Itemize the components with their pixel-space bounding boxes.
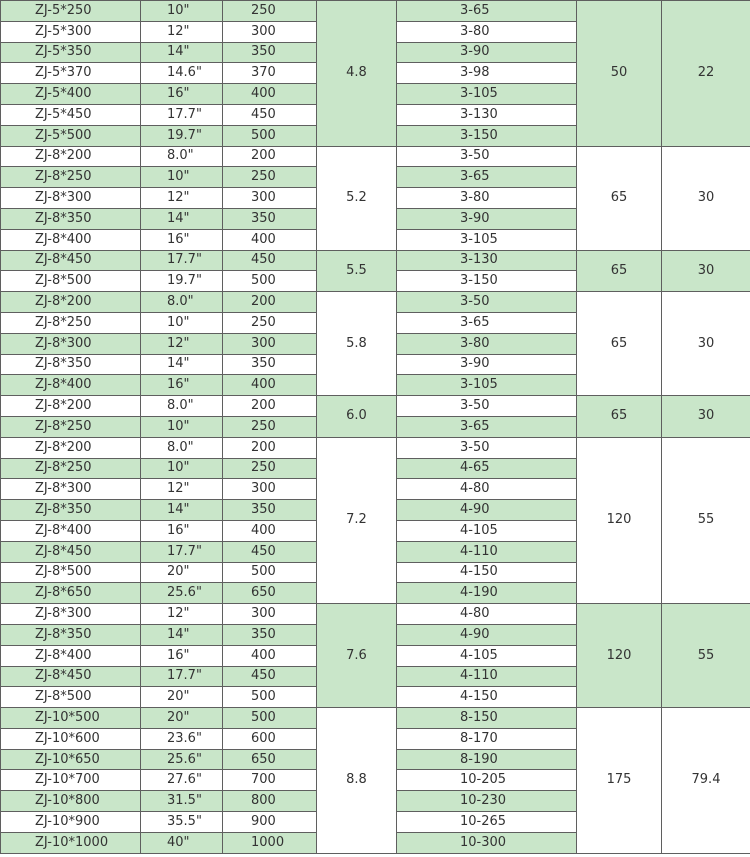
model-cell: ZJ-10*600	[1, 728, 141, 749]
range-cell: 10-205	[397, 770, 577, 791]
mm-size-cell: 500	[223, 687, 317, 708]
inch-size-cell: 23.6"	[141, 728, 223, 749]
model-cell: ZJ-8*650	[1, 583, 141, 604]
model-cell: ZJ-5*500	[1, 125, 141, 146]
mm-size-cell: 400	[223, 520, 317, 541]
mm-size-cell: 300	[223, 479, 317, 500]
inch-size-cell: 10"	[141, 416, 223, 437]
group-value-cell: 65	[577, 292, 662, 396]
model-cell: ZJ-8*200	[1, 437, 141, 458]
range-cell: 3-80	[397, 21, 577, 42]
group-value-cell: 120	[577, 604, 662, 708]
range-cell: 4-90	[397, 624, 577, 645]
group-value-cell: 175	[577, 708, 662, 854]
model-cell: ZJ-8*200	[1, 146, 141, 167]
inch-size-cell: 19.7"	[141, 271, 223, 292]
inch-size-cell: 10"	[141, 1, 223, 22]
inch-size-cell: 40"	[141, 832, 223, 853]
mm-size-cell: 370	[223, 63, 317, 84]
range-cell: 3-50	[397, 146, 577, 167]
model-cell: ZJ-8*450	[1, 250, 141, 271]
model-cell: ZJ-5*450	[1, 104, 141, 125]
inch-size-cell: 10"	[141, 312, 223, 333]
inch-size-cell: 17.7"	[141, 104, 223, 125]
group-value-cell: 65	[577, 250, 662, 292]
table-row	[1, 437, 750, 458]
model-cell: ZJ-8*350	[1, 500, 141, 521]
mm-size-cell: 450	[223, 250, 317, 271]
model-cell: ZJ-8*250	[1, 416, 141, 437]
range-cell: 4-110	[397, 666, 577, 687]
group-value-cell: 4.8	[317, 1, 397, 147]
mm-size-cell: 800	[223, 791, 317, 812]
range-cell: 3-65	[397, 312, 577, 333]
mm-size-cell: 650	[223, 583, 317, 604]
mm-size-cell: 300	[223, 21, 317, 42]
group-value-cell: 5.2	[317, 146, 397, 250]
mm-size-cell: 500	[223, 125, 317, 146]
range-cell: 3-90	[397, 354, 577, 375]
mm-size-cell: 200	[223, 146, 317, 167]
range-cell: 4-80	[397, 604, 577, 625]
range-cell: 3-105	[397, 84, 577, 105]
model-cell: ZJ-8*350	[1, 624, 141, 645]
model-cell: ZJ-8*350	[1, 354, 141, 375]
group-value-cell: 5.8	[317, 292, 397, 396]
mm-size-cell: 250	[223, 416, 317, 437]
range-cell: 4-80	[397, 479, 577, 500]
table-row	[1, 292, 750, 313]
model-cell: ZJ-10*800	[1, 791, 141, 812]
range-cell: 4-190	[397, 583, 577, 604]
inch-size-cell: 12"	[141, 21, 223, 42]
inch-size-cell: 8.0"	[141, 146, 223, 167]
model-cell: ZJ-8*450	[1, 666, 141, 687]
mm-size-cell: 350	[223, 208, 317, 229]
model-cell: ZJ-10*500	[1, 708, 141, 729]
mm-size-cell: 200	[223, 396, 317, 417]
range-cell: 4-110	[397, 541, 577, 562]
range-cell: 4-150	[397, 562, 577, 583]
inch-size-cell: 14"	[141, 208, 223, 229]
model-cell: ZJ-8*400	[1, 645, 141, 666]
model-cell: ZJ-10*1000	[1, 832, 141, 853]
model-cell: ZJ-8*300	[1, 333, 141, 354]
range-cell: 10-230	[397, 791, 577, 812]
spec-table-body	[1, 1, 750, 854]
range-cell: 3-105	[397, 375, 577, 396]
table-row	[1, 604, 750, 625]
table-row	[1, 708, 750, 729]
inch-size-cell: 20"	[141, 687, 223, 708]
mm-size-cell: 500	[223, 708, 317, 729]
inch-size-cell: 12"	[141, 604, 223, 625]
group-value-cell: 30	[662, 396, 750, 438]
group-value-cell: 5.5	[317, 250, 397, 292]
model-cell: ZJ-8*250	[1, 458, 141, 479]
group-value-cell: 79.4	[662, 708, 750, 854]
inch-size-cell: 27.6"	[141, 770, 223, 791]
model-cell: ZJ-8*300	[1, 604, 141, 625]
model-cell: ZJ-8*200	[1, 292, 141, 313]
model-cell: ZJ-8*350	[1, 208, 141, 229]
range-cell: 3-80	[397, 333, 577, 354]
group-value-cell: 120	[577, 437, 662, 603]
model-cell: ZJ-5*370	[1, 63, 141, 84]
model-cell: ZJ-10*700	[1, 770, 141, 791]
model-cell: ZJ-8*500	[1, 687, 141, 708]
inch-size-cell: 16"	[141, 520, 223, 541]
inch-size-cell: 25.6"	[141, 749, 223, 770]
model-cell: ZJ-5*350	[1, 42, 141, 63]
range-cell: 3-150	[397, 125, 577, 146]
range-cell: 3-50	[397, 292, 577, 313]
group-value-cell: 30	[662, 146, 750, 250]
mm-size-cell: 250	[223, 167, 317, 188]
group-value-cell: 7.2	[317, 437, 397, 603]
mm-size-cell: 450	[223, 104, 317, 125]
range-cell: 4-105	[397, 520, 577, 541]
group-value-cell: 30	[662, 250, 750, 292]
inch-size-cell: 10"	[141, 167, 223, 188]
model-cell: ZJ-8*250	[1, 167, 141, 188]
mm-size-cell: 500	[223, 271, 317, 292]
mm-size-cell: 900	[223, 812, 317, 833]
model-cell: ZJ-8*400	[1, 229, 141, 250]
inch-size-cell: 31.5"	[141, 791, 223, 812]
range-cell: 3-90	[397, 42, 577, 63]
mm-size-cell: 400	[223, 375, 317, 396]
inch-size-cell: 14"	[141, 354, 223, 375]
model-cell: ZJ-8*300	[1, 479, 141, 500]
range-cell: 10-300	[397, 832, 577, 853]
mm-size-cell: 350	[223, 354, 317, 375]
model-cell: ZJ-8*400	[1, 375, 141, 396]
model-cell: ZJ-8*500	[1, 562, 141, 583]
mm-size-cell: 650	[223, 749, 317, 770]
range-cell: 3-130	[397, 104, 577, 125]
inch-size-cell: 10"	[141, 458, 223, 479]
model-cell: ZJ-8*400	[1, 520, 141, 541]
mm-size-cell: 400	[223, 84, 317, 105]
range-cell: 3-98	[397, 63, 577, 84]
model-cell: ZJ-8*250	[1, 312, 141, 333]
group-value-cell: 55	[662, 604, 750, 708]
table-row	[1, 396, 750, 417]
inch-size-cell: 12"	[141, 479, 223, 500]
mm-size-cell: 350	[223, 42, 317, 63]
model-cell: ZJ-8*300	[1, 188, 141, 209]
mm-size-cell: 700	[223, 770, 317, 791]
inch-size-cell: 8.0"	[141, 437, 223, 458]
model-cell: ZJ-10*900	[1, 812, 141, 833]
mm-size-cell: 450	[223, 541, 317, 562]
inch-size-cell: 8.0"	[141, 396, 223, 417]
group-value-cell: 22	[662, 1, 750, 147]
inch-size-cell: 14.6"	[141, 63, 223, 84]
group-value-cell: 6.0	[317, 396, 397, 438]
inch-size-cell: 16"	[141, 375, 223, 396]
model-cell: ZJ-5*300	[1, 21, 141, 42]
model-cell: ZJ-10*650	[1, 749, 141, 770]
inch-size-cell: 16"	[141, 84, 223, 105]
range-cell: 3-90	[397, 208, 577, 229]
mm-size-cell: 450	[223, 666, 317, 687]
inch-size-cell: 35.5"	[141, 812, 223, 833]
inch-size-cell: 25.6"	[141, 583, 223, 604]
range-cell: 3-65	[397, 416, 577, 437]
inch-size-cell: 17.7"	[141, 250, 223, 271]
mm-size-cell: 200	[223, 437, 317, 458]
model-cell: ZJ-5*250	[1, 1, 141, 22]
mm-size-cell: 250	[223, 458, 317, 479]
mm-size-cell: 250	[223, 1, 317, 22]
inch-size-cell: 19.7"	[141, 125, 223, 146]
table-row	[1, 1, 750, 22]
group-value-cell: 50	[577, 1, 662, 147]
mm-size-cell: 400	[223, 645, 317, 666]
group-value-cell: 8.8	[317, 708, 397, 854]
range-cell: 4-105	[397, 645, 577, 666]
inch-size-cell: 8.0"	[141, 292, 223, 313]
model-cell: ZJ-8*200	[1, 396, 141, 417]
model-cell: ZJ-8*450	[1, 541, 141, 562]
inch-size-cell: 14"	[141, 500, 223, 521]
mm-size-cell: 300	[223, 604, 317, 625]
inch-size-cell: 20"	[141, 708, 223, 729]
inch-size-cell: 12"	[141, 188, 223, 209]
range-cell: 4-150	[397, 687, 577, 708]
range-cell: 8-170	[397, 728, 577, 749]
inch-size-cell: 12"	[141, 333, 223, 354]
mm-size-cell: 250	[223, 312, 317, 333]
table-row	[1, 146, 750, 167]
range-cell: 8-190	[397, 749, 577, 770]
range-cell: 4-90	[397, 500, 577, 521]
table-row	[1, 250, 750, 271]
range-cell: 8-150	[397, 708, 577, 729]
mm-size-cell: 350	[223, 500, 317, 521]
inch-size-cell: 16"	[141, 229, 223, 250]
mm-size-cell: 500	[223, 562, 317, 583]
mm-size-cell: 200	[223, 292, 317, 313]
range-cell: 4-65	[397, 458, 577, 479]
range-cell: 3-65	[397, 167, 577, 188]
inch-size-cell: 17.7"	[141, 541, 223, 562]
inch-size-cell: 20"	[141, 562, 223, 583]
mm-size-cell: 300	[223, 188, 317, 209]
group-value-cell: 55	[662, 437, 750, 603]
inch-size-cell: 14"	[141, 624, 223, 645]
mm-size-cell: 400	[223, 229, 317, 250]
group-value-cell: 65	[577, 396, 662, 438]
mm-size-cell: 1000	[223, 832, 317, 853]
group-value-cell: 30	[662, 292, 750, 396]
inch-size-cell: 17.7"	[141, 666, 223, 687]
inch-size-cell: 16"	[141, 645, 223, 666]
range-cell: 10-265	[397, 812, 577, 833]
mm-size-cell: 350	[223, 624, 317, 645]
range-cell: 3-50	[397, 437, 577, 458]
range-cell: 3-150	[397, 271, 577, 292]
group-value-cell: 65	[577, 146, 662, 250]
model-cell: ZJ-5*400	[1, 84, 141, 105]
model-cell: ZJ-8*500	[1, 271, 141, 292]
mm-size-cell: 300	[223, 333, 317, 354]
range-cell: 3-130	[397, 250, 577, 271]
inch-size-cell: 14"	[141, 42, 223, 63]
range-cell: 3-50	[397, 396, 577, 417]
range-cell: 3-65	[397, 1, 577, 22]
range-cell: 3-80	[397, 188, 577, 209]
range-cell: 3-105	[397, 229, 577, 250]
group-value-cell: 7.6	[317, 604, 397, 708]
mm-size-cell: 600	[223, 728, 317, 749]
